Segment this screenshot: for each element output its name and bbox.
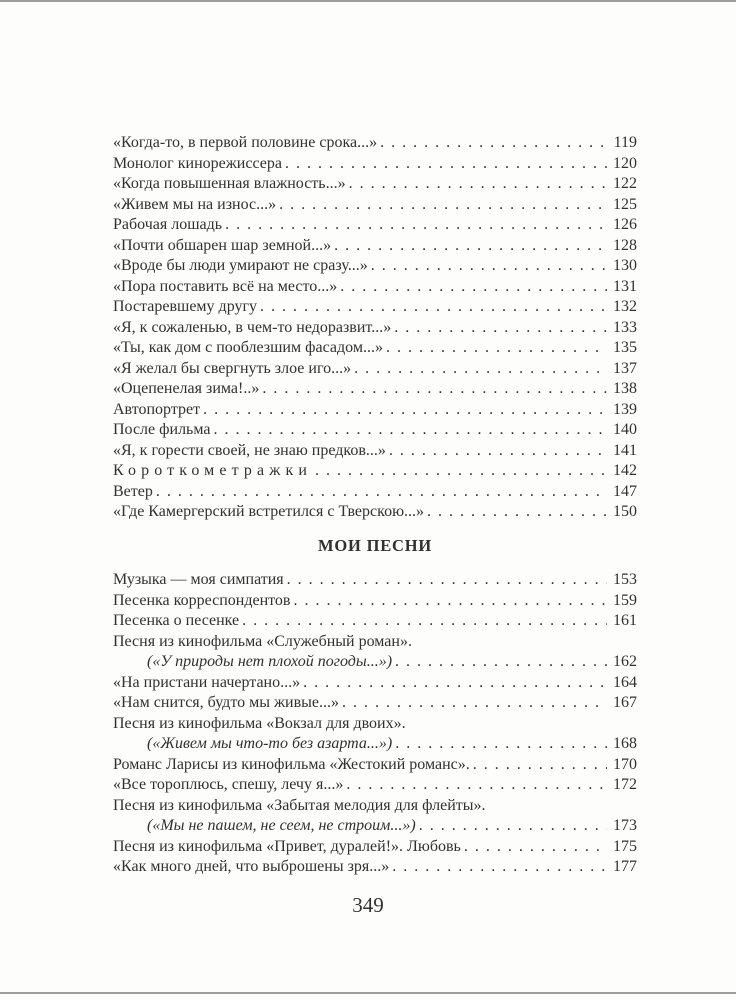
toc-entry bbox=[113, 195, 637, 216]
dot-leader bbox=[279, 195, 607, 216]
toc-entry bbox=[113, 611, 637, 632]
toc-entry-page: 133 bbox=[613, 318, 637, 336]
toc-entry-page: 139 bbox=[613, 400, 637, 418]
toc-entry-page: 159 bbox=[613, 591, 637, 609]
toc-entry bbox=[113, 318, 637, 339]
toc-entry-page: 150 bbox=[613, 503, 637, 520]
page-number: 349 bbox=[352, 893, 384, 917]
toc-entry-title: «Нам снится, будто мы живые...» bbox=[113, 694, 339, 711]
dot-leader bbox=[213, 420, 607, 441]
toc-entry-page: 137 bbox=[613, 359, 637, 377]
toc-list bbox=[113, 570, 637, 878]
toc-entry-page: 122 bbox=[613, 175, 637, 192]
toc-entry bbox=[113, 570, 637, 591]
toc-entry bbox=[113, 591, 637, 612]
toc-entry bbox=[113, 400, 637, 421]
dot-leader bbox=[340, 277, 607, 298]
toc-entry-page: 120 bbox=[613, 154, 637, 172]
dot-leader bbox=[464, 837, 607, 858]
toc-entry-title: («Мы не пашем, не сеем, не строим...») bbox=[147, 817, 416, 834]
toc-entry-title: «Когда повышенная влажность...» bbox=[113, 175, 346, 192]
toc-entry bbox=[113, 816, 637, 837]
toc-entry-title: «Пора поставить всё на место...» bbox=[113, 277, 338, 295]
toc-entry-page: 175 bbox=[613, 837, 637, 855]
toc-entry-title: Рабочая лошадь bbox=[113, 216, 223, 233]
toc-entry-title: Песня из кинофильма «Забытая мелодия для флейты». bbox=[113, 796, 486, 814]
toc-entry bbox=[113, 215, 637, 236]
toc-entry bbox=[113, 755, 637, 776]
toc-entry bbox=[113, 693, 637, 714]
toc-entry bbox=[113, 133, 637, 154]
dot-leader bbox=[156, 482, 607, 503]
toc-entry-title: Романс Ларисы из кинофильма «Жестокий романс». bbox=[113, 755, 470, 773]
toc-entry-title: «Живем мы на износ...» bbox=[113, 195, 277, 213]
section-heading: МОИ ПЕСНИ bbox=[318, 535, 432, 555]
toc-entry-page: 147 bbox=[613, 482, 637, 500]
toc-entry bbox=[113, 256, 637, 277]
toc-entry-page: 138 bbox=[613, 380, 637, 397]
toc-entry bbox=[113, 420, 637, 441]
dot-leader bbox=[395, 734, 607, 755]
dot-leader bbox=[392, 857, 607, 878]
toc-entry-page: 173 bbox=[613, 817, 637, 834]
toc-entry bbox=[113, 796, 637, 817]
toc-entry-title: Автопортрет bbox=[113, 400, 201, 418]
toc-entry-title: Музыка — моя симпатия bbox=[113, 571, 284, 588]
toc-entry-page: 168 bbox=[613, 735, 637, 752]
toc-entry bbox=[113, 673, 637, 694]
toc-entry-page: 172 bbox=[613, 776, 637, 793]
toc-entry-title: «Как много дней, что выброшены зря...» bbox=[113, 858, 390, 875]
dot-leader bbox=[394, 318, 607, 339]
toc-entry bbox=[113, 338, 637, 359]
toc-entry-page: 170 bbox=[613, 755, 637, 773]
toc-entry-title: «Вроде бы люди умирают не сразу...» bbox=[113, 257, 368, 274]
toc-entry-page: 140 bbox=[613, 421, 637, 438]
toc-entry-page: 177 bbox=[613, 858, 637, 875]
dot-leader bbox=[342, 693, 607, 714]
dot-leader bbox=[225, 215, 607, 236]
toc-entry-page: 142 bbox=[613, 462, 637, 479]
toc-entry-title: «Я, к горести своей, не знаю предков...» bbox=[113, 441, 386, 459]
toc-entry-page: 132 bbox=[613, 298, 637, 315]
toc-entry-title: Песня из кинофильма «Привет, дуралей!». Любовь bbox=[113, 837, 461, 855]
dot-leader bbox=[242, 611, 607, 632]
dot-leader bbox=[389, 441, 607, 462]
toc-entry-page: 128 bbox=[613, 236, 637, 254]
dot-leader bbox=[386, 338, 607, 359]
toc-entry bbox=[113, 632, 637, 653]
toc-entry-page: 125 bbox=[613, 195, 637, 213]
toc-entry-page: 126 bbox=[613, 216, 637, 233]
dot-leader bbox=[315, 461, 607, 482]
dot-leader bbox=[419, 816, 607, 837]
dot-leader bbox=[287, 570, 607, 591]
toc-entry-title: «Почти обшарен шар земной...» bbox=[113, 236, 332, 254]
toc-entry bbox=[113, 277, 637, 298]
toc-entry-title: «Где Камергерский встретился с Тверскою...» bbox=[113, 503, 425, 520]
toc-entry bbox=[113, 734, 637, 755]
dot-leader bbox=[334, 236, 607, 257]
dot-leader bbox=[303, 673, 607, 694]
toc-entry-title: «Все тороплюсь, спешу, лечу я...» bbox=[113, 776, 344, 793]
toc-entry-title: Песенка о песенке bbox=[113, 612, 240, 629]
toc-entry bbox=[113, 837, 637, 858]
dot-leader bbox=[346, 775, 607, 796]
toc-entry-title: «Оцепенелая зима!..» bbox=[113, 380, 260, 397]
toc-entry bbox=[113, 359, 637, 380]
toc-entry bbox=[113, 297, 637, 318]
toc-entry bbox=[113, 154, 637, 175]
toc-entry-page: 167 bbox=[613, 694, 637, 711]
page-bottom-edge bbox=[0, 992, 736, 994]
dot-leader bbox=[285, 154, 607, 175]
toc-entry-title: Постаревшему другу bbox=[113, 298, 258, 315]
toc-entry-page: 119 bbox=[613, 134, 637, 151]
dot-leader bbox=[262, 379, 607, 400]
toc-entry-title: «Когда-то, в первой половине срока...» bbox=[113, 134, 378, 151]
toc-entry-title: «На пристани начертано...» bbox=[113, 673, 301, 691]
dot-leader bbox=[354, 359, 607, 380]
toc-list bbox=[113, 133, 637, 523]
toc-entry bbox=[113, 174, 637, 195]
toc-entry-title: («У природы нет плохой погоды...») bbox=[147, 653, 393, 670]
toc-entry-title: Короткометражки bbox=[113, 462, 313, 479]
toc-entry-page: 153 bbox=[613, 571, 637, 588]
dot-leader bbox=[380, 133, 607, 154]
toc-entry-title: После фильма bbox=[113, 421, 211, 438]
toc-entry-page: 161 bbox=[613, 612, 637, 629]
toc-entry bbox=[113, 441, 637, 462]
toc-entry-title: «Я, к сожаленью, в чем-то недоразвит...» bbox=[113, 318, 392, 336]
toc-entry-title: Ветер bbox=[113, 482, 153, 500]
table-of-contents bbox=[113, 133, 637, 878]
dot-leader bbox=[427, 502, 607, 523]
toc-entry bbox=[113, 379, 637, 400]
toc-section-poems bbox=[113, 133, 637, 523]
toc-entry-title: Песня из кинофильма «Вокзал для двоих». bbox=[113, 714, 406, 732]
toc-entry bbox=[113, 502, 637, 523]
toc-entry bbox=[113, 857, 637, 878]
page-top-edge bbox=[0, 0, 736, 2]
toc-entry bbox=[113, 461, 637, 482]
toc-entry-title: Монолог кинорежиссера bbox=[113, 154, 282, 172]
toc-entry-title: «Я желал бы свергнуть злое иго...» bbox=[113, 359, 352, 377]
toc-entry-page: 130 bbox=[613, 257, 637, 274]
toc-entry bbox=[113, 775, 637, 796]
toc-entry-page: 164 bbox=[613, 673, 637, 691]
toc-entry-title: «Ты, как дом с пооблезшим фасадом...» bbox=[113, 339, 383, 356]
dot-leader bbox=[371, 256, 607, 277]
toc-entry-page: 141 bbox=[613, 441, 637, 459]
toc-entry bbox=[113, 482, 637, 503]
dot-leader bbox=[473, 755, 607, 776]
toc-entry-title: («Живем мы что-то без азарта...») bbox=[147, 735, 393, 752]
toc-entry-page: 131 bbox=[613, 277, 637, 295]
toc-entry-title: Песенка корреспондентов bbox=[113, 591, 291, 609]
toc-entry bbox=[113, 652, 637, 673]
toc-entry-page: 135 bbox=[613, 339, 637, 356]
dot-leader bbox=[395, 652, 607, 673]
toc-entry-page: 162 bbox=[613, 653, 637, 670]
toc-entry-title: Песня из кинофильма «Служебный роман». bbox=[113, 632, 412, 650]
dot-leader bbox=[293, 591, 607, 612]
toc-section-songs bbox=[113, 536, 637, 878]
dot-leader bbox=[349, 174, 607, 195]
dot-leader bbox=[260, 297, 607, 318]
toc-entry bbox=[113, 236, 637, 257]
toc-entry bbox=[113, 714, 637, 735]
dot-leader bbox=[203, 400, 607, 421]
